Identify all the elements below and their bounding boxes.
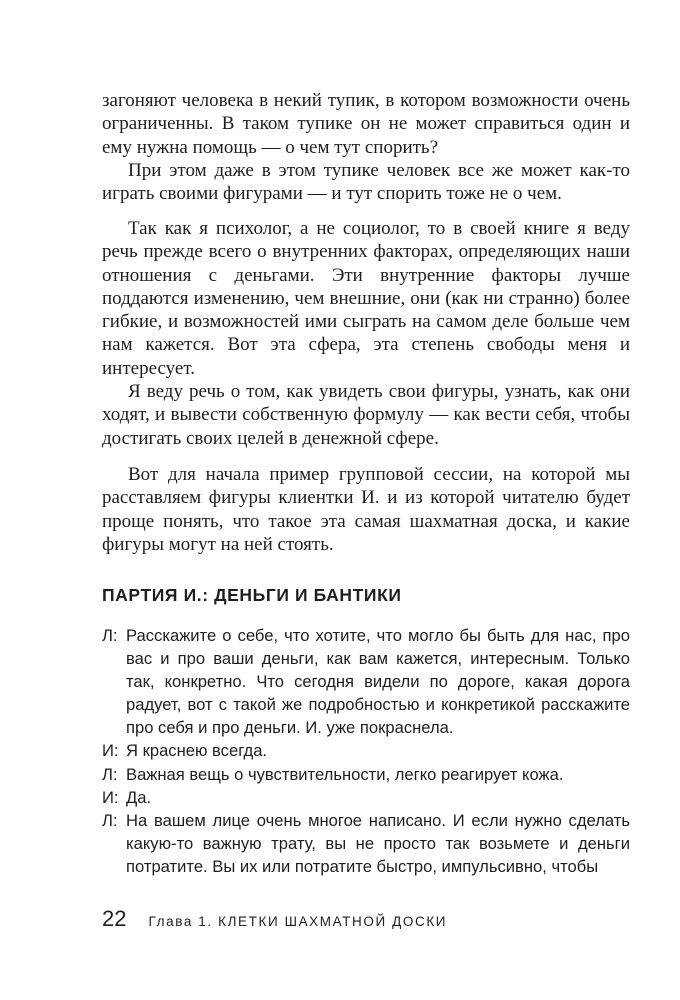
speaker-label: И:	[102, 787, 119, 807]
section-title: ПАРТИЯ И.: ДЕНЬГИ И БАНТИКИ	[102, 585, 402, 605]
page-number: 22	[102, 906, 127, 931]
text-block-top	[102, 89, 630, 205]
dialog-text: Я краснею всегда.	[126, 741, 268, 761]
dialog-line	[102, 739, 630, 762]
dialog-line	[102, 786, 630, 809]
text-block-middle	[102, 217, 630, 450]
dialog-text: Да.	[126, 787, 152, 807]
paragraph: загоняют человека в некий тупик, в котором возможности очень ограниченны. В таком тупике он не может справиться один и ему нужна помощь — о чем тут спорить?	[102, 90, 630, 158]
paragraph: При этом даже в этом тупике человек все же может как-то играть своими фигурами — и тут спорить тоже не о чем.	[102, 159, 630, 205]
dialog-line	[102, 809, 630, 878]
speaker-label: Л:	[102, 764, 118, 784]
dialog-line	[102, 624, 630, 739]
speaker-label: И:	[102, 741, 119, 761]
text-block-bottom	[102, 463, 630, 556]
dialog-text: На вашем лице очень многое написано. И если нужно сделать какую-то важную трату, вы не просто так возьмете и деньги потратите. Вы их или потратите быстро, импульсивно, чтобы	[126, 810, 630, 876]
dialog-text: Важная вещь о чувствительности, легко реагирует кожа.	[126, 764, 564, 784]
paragraph: Я веду речь о том, как увидеть свои фигуры, узнать, как они ходят, и вывести собственную формулу — как вести себя, чтобы достигать своих целей в денежной сфере.	[102, 381, 630, 449]
speaker-label: Л:	[102, 626, 118, 645]
dialog-block	[102, 624, 630, 878]
chapter-title: Глава 1. КЛЕТКИ ШАХМАТНОЙ ДОСКИ	[148, 914, 448, 929]
paragraph: Так как я психолог, а не социолог, то в своей книге я веду речь прежде всего о внутренних факторах, определяющих наши отношения с деньгами. Эти внутренние факторы лучше поддаются изменению, чем внешние, они (как ни странно) более гибкие, и возможностей ими сыграть на самом деле больше чем нам кажется. Вот эта сфера, эта степень свободы меня и интересует.	[102, 218, 630, 379]
paragraph: Вот для начала пример групповой сессии, на которой мы расставляем фигуры клиентки И. и из которой читателю будет проще понять, что такое эта самая шахматная доска, и какие фигуры могут на ней стоять.	[102, 464, 630, 555]
speaker-label: Л:	[102, 810, 118, 830]
dialog-text: Расскажите о себе, что хотите, что могло бы быть для нас, про вас и про ваши деньги, как вам кажется, интересным. Только так, конкретно. Что сегодня видели по дороге, какая дорога радует, вот с такой же подробностью и конкретикой расскажите про себя и про деньги. И. уже покраснела.	[126, 626, 630, 738]
page-footer	[102, 906, 447, 932]
dialog-line	[102, 763, 630, 786]
